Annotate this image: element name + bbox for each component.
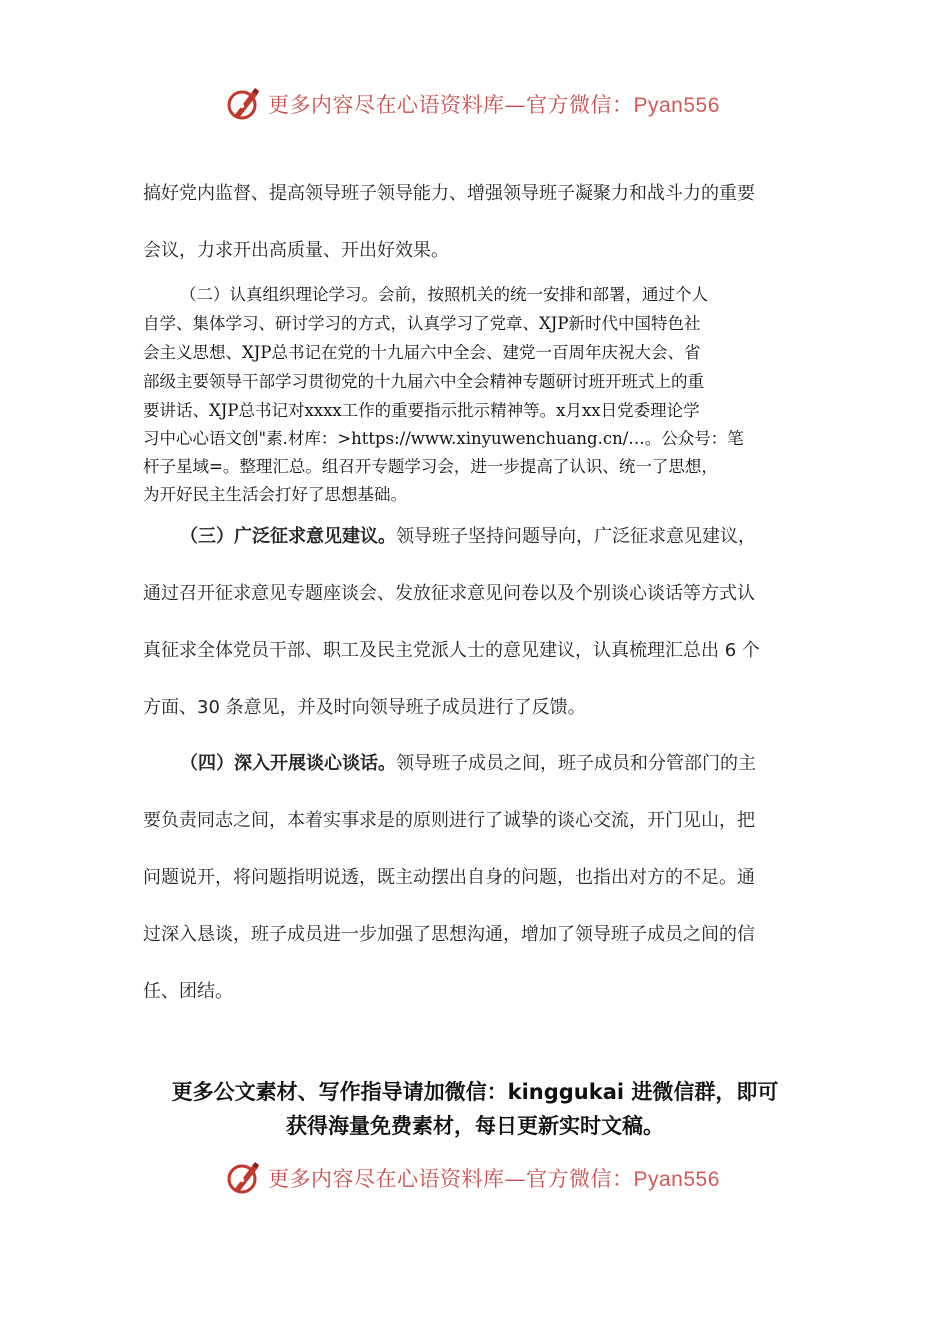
body-line: 部级主要领导干部学习贯彻党的十九届六中全会精神专题研讨班开班式上的重 [143,372,704,391]
pen-logo-icon [226,86,262,122]
footer-promo-line: 更多公文素材、写作指导请加微信：kinggukai 进微信群，即可 [171,1080,779,1104]
section-heading: （四）深入开展谈心谈话。 [180,753,396,774]
body-line: 搞好党内监督、提高领导班子领导能力、增强领导班子凝聚力和战斗力的重要 [143,183,755,204]
body-line: 过深入恳谈，班子成员进一步加强了思想沟通，增加了领导班子成员之间的信 [143,924,755,945]
body-line: 真征求全体党员干部、职工及民主党派人士的意见建议，认真梳理汇总出 6 个 [143,640,760,661]
pen-logo-icon [226,1160,262,1196]
body-line: 杆子星域=。整理汇总。组召开专题学习会，进一步提高了认识、统一了思想， [143,457,718,476]
body-line: 方面、30 条意见，并及时向领导班子成员进行了反馈。 [143,697,586,718]
body-line: 问题说开，将问题指明说透，既主动摆出自身的问题，也指出对方的不足。通 [143,867,755,888]
watermark-wechat-id: Pyan556 [633,1168,720,1191]
section-heading: （三）广泛征求意见建议。 [180,526,396,547]
body-line: 通过召开征求意见专题座谈会、发放征求意见问卷以及个别谈心谈话等方式认 [143,583,755,604]
watermark-wechat-id: Pyan556 [633,94,720,117]
body-line: 会主义思想、XJP总书记在党的十九届六中全会、建党一百周年庆祝大会、省 [143,343,701,362]
body-line: 为开好民主生活会打好了思想基础。 [143,485,407,504]
body-line: （四）深入开展谈心谈话。领导班子成员之间，班子成员和分管部门的主 [180,753,756,774]
body-line: 要讲话、XJP总书记对xxxx工作的重要指示批示精神等。x月xx日党委理论学 [143,401,700,420]
watermark-text: 更多内容尽在心语资料库—官方微信：Pyan556 [268,1167,720,1191]
watermark-text: 更多内容尽在心语资料库—官方微信：Pyan556 [268,93,720,117]
body-line: （三）广泛征求意见建议。领导班子坚持问题导向，广泛征求意见建议， [180,526,756,547]
body-line: （二）认真组织理论学习。会前，按照机关的统一安排和部署，通过个人 [180,285,708,304]
footer-promo-line: 获得海量免费素材，每日更新实时文稿。 [286,1114,664,1138]
watermark-footer [226,1158,746,1198]
body-line: 会议，力求开出高质量、开出好效果。 [143,240,449,261]
body-line: 要负责同志之间，本着实事求是的原则进行了诚挚的谈心交流，开门见山，把 [143,810,755,831]
body-line: 自学、集体学习、研讨学习的方式，认真学习了党章、XJP新时代中国特色社 [143,314,701,333]
watermark-header [226,84,746,124]
body-line: 任、团结。 [143,981,233,1002]
body-line: 习中心心语文创"素.材库：>https://www.xinyuwenchuang.cn/…。公众号：笔 [143,429,744,448]
